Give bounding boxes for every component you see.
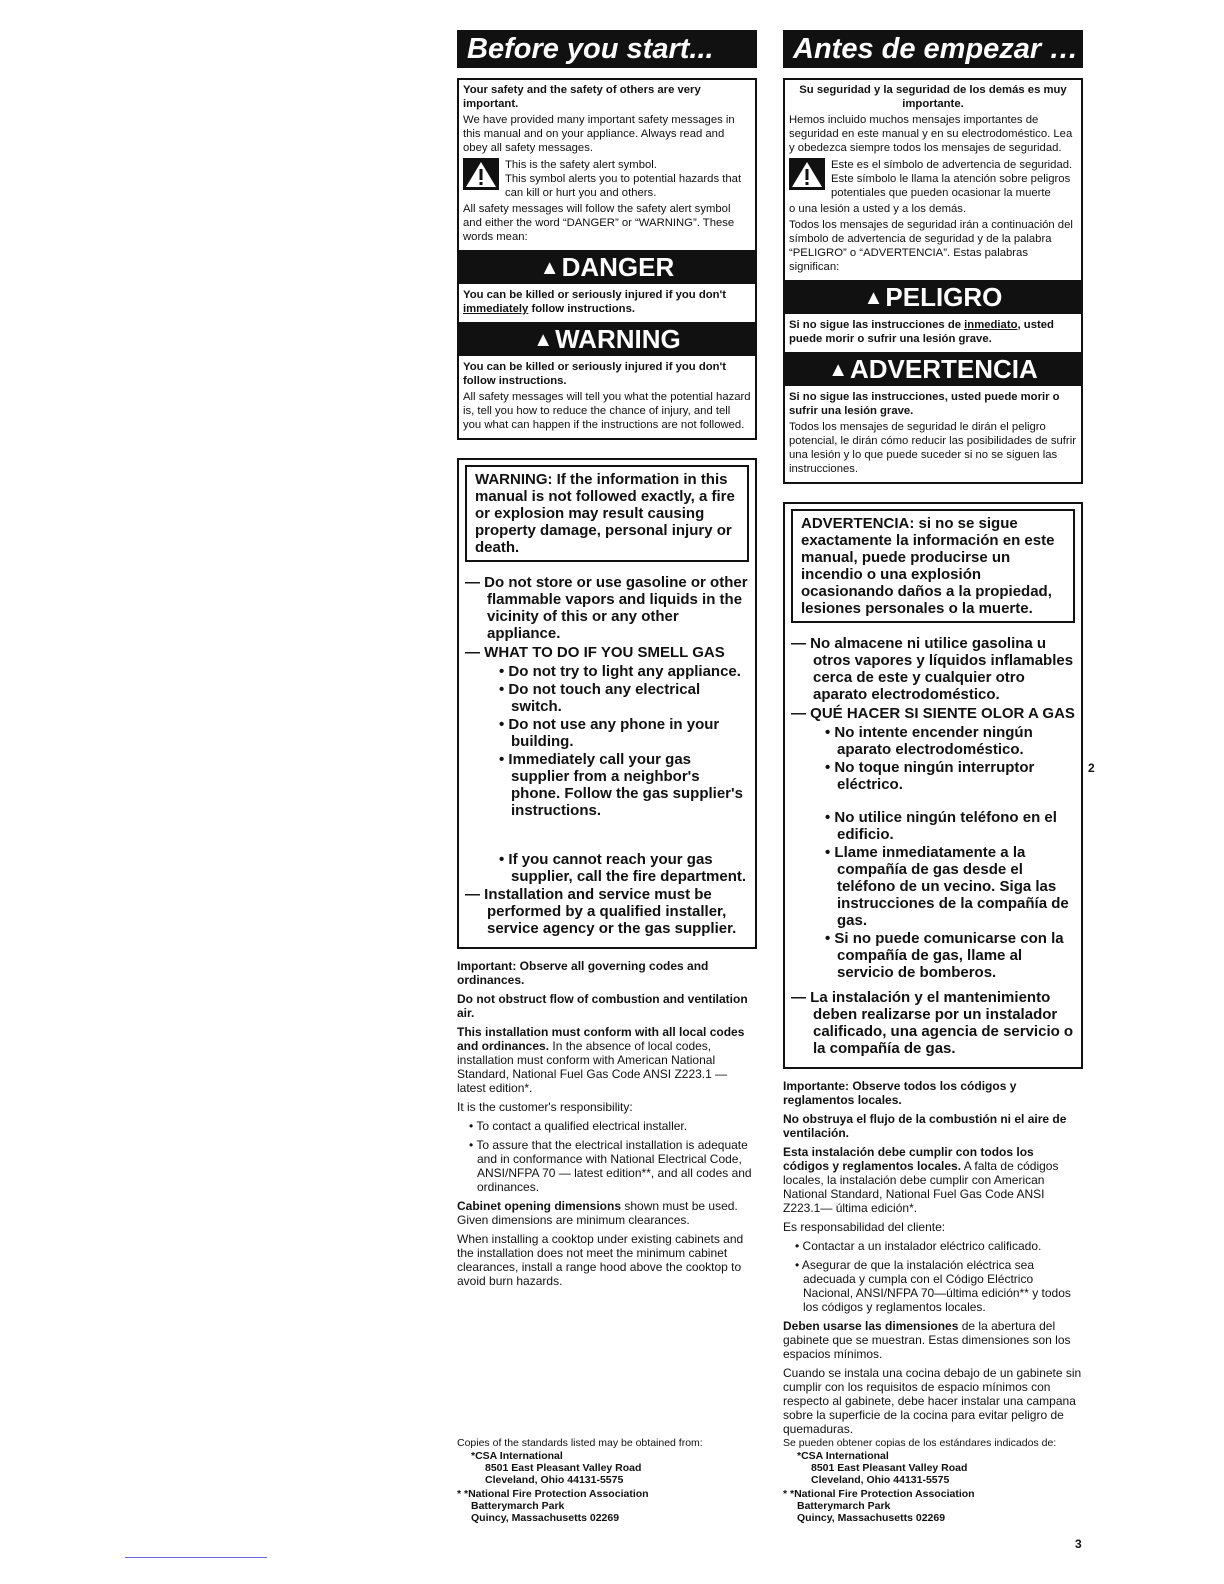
page-number-2: 2 bbox=[1088, 761, 1095, 775]
note-bullet: • To contact a qualified electrical installer. bbox=[469, 1119, 688, 1133]
safety-alert-icon bbox=[789, 158, 825, 190]
alert-symbol-line: This is the safety alert symbol. bbox=[505, 159, 657, 171]
alert-symbol-row bbox=[463, 158, 751, 200]
peligro-banner: ▲PELIGRO bbox=[785, 280, 1081, 314]
gas-warning-subitem: • Do not try to light any appliance. bbox=[499, 663, 741, 680]
gas-warning-box bbox=[457, 458, 757, 949]
nfpa-address: * *National Fire Protection Association Batterymarch Park Quincy, Massachusetts 02269 bbox=[457, 1488, 649, 1524]
gas-warning-subitem: • Do not touch any electrical switch. bbox=[499, 681, 701, 715]
installation-notes bbox=[457, 959, 757, 1288]
banner-antes-de-empezar: Antes de empezar … bbox=[783, 30, 1083, 68]
safety-heading-es: Su seguridad y la seguridad de los demás es muy importante. bbox=[799, 84, 1067, 110]
danger-banner: ▲DANGER bbox=[459, 250, 755, 284]
copies-line-es: Se pueden obtener copias de los estándares indicados de: bbox=[783, 1437, 1057, 1449]
gas-warning-subitem: • No intente encender ningún aparato electrodoméstico. bbox=[825, 724, 1033, 758]
note-range-hood-es: Cuando se instala una cocina debajo de un gabinete sin cumplir con los requisitos de espacio mínimos con respecto al gabinete, debe hacer instalar una campana sobre la superficie de la cocina para evitar peligro de quemaduras. bbox=[783, 1366, 1082, 1436]
csa-address: *CSA International 8501 East Pleasant Valley Road Cleveland, Ohio 44131-5575 bbox=[471, 1450, 642, 1486]
warning-description: You can be killed or seriously injured if you don't follow instructions. bbox=[463, 361, 726, 387]
safety-messages-tell-es: Todos los mensajes de seguridad le dirán el peligro potencial, le dirán cómo reducir las posibilidades de sufrir una lesión y lo que puede suceder si no se siguen las instrucciones. bbox=[789, 421, 1076, 475]
gas-warning-subitem: • If you cannot reach your gas supplier, call the fire department. bbox=[499, 851, 747, 885]
safety-heading: Your safety and the safety of others are very important. bbox=[463, 84, 701, 110]
note-bullet: • To assure that the electrical installation is adequate and in conformance with National Electrical Code, ANSI/NFPA 70 — latest edition**, and all codes and ordinances. bbox=[469, 1138, 752, 1194]
standards-footer bbox=[457, 1437, 757, 1524]
note-local-codes-es: Esta instalación debe cumplir con todos los códigos y reglamentos locales. A falta de códigos locales, la instalación debe cumplir con American National Standard, National Fuel Gas Code ANSI Z223.1— última edición*. bbox=[783, 1145, 1059, 1215]
alert-symbol-explain-cont-es: o una lesión a usted y a los demás. bbox=[789, 203, 967, 215]
spanish-column bbox=[783, 30, 1083, 1441]
banner-before-you-start: Before you start... bbox=[457, 30, 757, 68]
note-customer-responsibility: It is the customer's responsibility: bbox=[457, 1100, 633, 1114]
gas-warning-item: — La instalación y el mantenimiento deben realizarse por un instalador calificado, una agencia de servicio o la compañía de gas. bbox=[791, 989, 1074, 1057]
safety-intro-es: Hemos incluido muchos mensajes importantes de seguridad en este manual y en su electrodoméstico. Lea y obedezca siempre todos los mensajes de seguridad. bbox=[789, 114, 1073, 154]
gas-warning-subitem: • Do not use any phone in your building. bbox=[499, 716, 720, 750]
safety-intro: We have provided many important safety messages in this manual and on your appliance. Always read and obey all safety messages. bbox=[463, 114, 735, 154]
advertencia-banner: ▲ADVERTENCIA bbox=[785, 352, 1081, 386]
gas-warning-subitem: • Si no puede comunicarse con la compañía de gas, llame al servicio de bomberos. bbox=[825, 930, 1064, 981]
warning-banner: ▲WARNING bbox=[459, 322, 755, 356]
alert-symbol-line-es: Este es el símbolo de advertencia de seguridad. bbox=[831, 159, 1073, 171]
csa-address-es: *CSA International 8501 East Pleasant Valley Road Cleveland, Ohio 44131-5575 bbox=[797, 1450, 968, 1486]
note-governing-codes-es: Importante: Observe todos los códigos y reglamentos locales. bbox=[783, 1079, 1017, 1107]
gas-warning-item: — No almacene ni utilice gasolina u otros vapores y líquidos inflamables cerca de este y cualquier otro aparato electrodoméstico. bbox=[791, 635, 1074, 703]
gas-warning-subitem: • No utilice ningún teléfono en el edificio. bbox=[825, 809, 1057, 843]
alert-symbol-explain-es: Este símbolo le llama la atención sobre peligros potentiales que pueden ocasionar la muerte bbox=[831, 173, 1071, 199]
signal-words-intro: All safety messages will follow the safety alert symbol and either the word “DANGER” or “WARNING”. These words mean: bbox=[463, 203, 735, 243]
footer-rule bbox=[125, 1557, 267, 1558]
note-bullet: • Asegurar de que la instalación eléctrica sea adecuada y cumpla con el Código Eléctrico Nacional, ANSI/NFPA 70—última edición** y todos los códigos y reglamentos locales. bbox=[795, 1258, 1071, 1314]
gas-warning-heading: WARNING: If the information in this manual is not followed exactly, a fire or explosion may result causing property damage, personal injury or death. bbox=[465, 465, 749, 562]
advertencia-description: Si no sigue las instrucciones, usted puede morir o sufrir una lesión grave. bbox=[789, 391, 1060, 417]
safety-box-es bbox=[783, 78, 1083, 484]
note-local-codes: This installation must conform with all local codes and ordinances. In the absence of local codes, installation must conform with American National Standard, National Fuel Gas Code ANSI Z223.1 — latest edition*. bbox=[457, 1025, 745, 1095]
signal-words-intro-es: Todos los mensajes de seguridad irán a continuación del símbolo de advertencia de seguridad y de la palabra “PELIGRO” o “ADVERTENCIA”. Estas palabras significan: bbox=[789, 219, 1073, 273]
gas-warning-box-es bbox=[783, 502, 1083, 1069]
gas-warning-heading-es: ADVERTENCIA: si no se sigue exactamente la información en este manual, puede producirse un incendio o una explosión ocasionando daños a la propiedad, lesiones personales o la muerte. bbox=[791, 509, 1075, 623]
safety-box bbox=[457, 78, 757, 440]
gas-warning-subitem: • Llame inmediatamente a la compañía de gas desde el teléfono de un vecino. Siga las instrucciones de la compañía de gas. bbox=[825, 844, 1069, 929]
note-governing-codes: Important: Observe all governing codes and ordinances. bbox=[457, 959, 709, 987]
note-ventilation: Do not obstruct flow of combustion and ventilation air. bbox=[457, 992, 748, 1020]
gas-warning-subitem: • No toque ningún interruptor eléctrico. bbox=[825, 759, 1035, 793]
gas-warning-item: — Installation and service must be performed by a qualified installer, service agency or the gas supplier. bbox=[465, 886, 737, 937]
gas-warning-item: — Do not store or use gasoline or other flammable vapors and liquids in the vicinity of this or any other appliance. bbox=[465, 574, 748, 642]
english-column bbox=[457, 30, 757, 1293]
alert-symbol-row-es bbox=[789, 158, 1077, 200]
peligro-description: Si no sigue las instrucciones de inmediato, usted puede morir o sufrir una lesión grave. bbox=[789, 319, 1054, 345]
gas-warning-item: — WHAT TO DO IF YOU SMELL GAS bbox=[465, 644, 725, 661]
gas-warning-subitem: • Immediately call your gas supplier from a neighbor's phone. Follow the gas supplier's instructions. bbox=[499, 751, 743, 819]
standards-footer-es bbox=[783, 1437, 1083, 1524]
copies-line: Copies of the standards listed may be obtained from: bbox=[457, 1437, 703, 1449]
note-cabinet-dimensions-es: Deben usarse las dimensiones de la abertura del gabinete que se muestran. Estas dimensiones son los espacios mínimos. bbox=[783, 1319, 1071, 1361]
danger-alert-icon: ▲ bbox=[863, 287, 884, 309]
warning-alert-icon: ▲ bbox=[533, 329, 554, 351]
danger-description: You can be killed or seriously injured if you don't immediately follow instructions. bbox=[463, 289, 726, 315]
note-range-hood: When installing a cooktop under existing cabinets and the installation does not meet the minimum cabinet clearances, install a range hood above the cooktop to avoid burn hazards. bbox=[457, 1232, 744, 1288]
alert-symbol-explain: This symbol alerts you to potential hazards that can kill or hurt you and others. bbox=[505, 173, 742, 199]
installation-notes-es bbox=[783, 1079, 1083, 1436]
note-customer-responsibility-es: Es responsabilidad del cliente: bbox=[783, 1220, 946, 1234]
safety-messages-tell: All safety messages will tell you what the potential hazard is, tell you how to reduce the chance of injury, and tell you what can happen if the instructions are not followed. bbox=[463, 391, 751, 431]
note-cabinet-dimensions: Cabinet opening dimensions shown must be used. Given dimensions are minimum clearances. bbox=[457, 1199, 738, 1227]
safety-alert-icon bbox=[463, 158, 499, 190]
note-ventilation-es: No obstruya el flujo de la combustión ni el aire de ventilación. bbox=[783, 1112, 1067, 1140]
nfpa-address-es: * *National Fire Protection Association Batterymarch Park Quincy, Massachusetts 02269 bbox=[783, 1488, 975, 1524]
gas-warning-item: — QUÉ HACER SI SIENTE OLOR A GAS bbox=[791, 705, 1075, 722]
danger-alert-icon: ▲ bbox=[539, 257, 560, 279]
warning-alert-icon: ▲ bbox=[828, 359, 848, 381]
note-bullet: • Contactar a un instalador eléctrico calificado. bbox=[795, 1239, 1042, 1253]
page-number-3: 3 bbox=[1075, 1537, 1082, 1551]
